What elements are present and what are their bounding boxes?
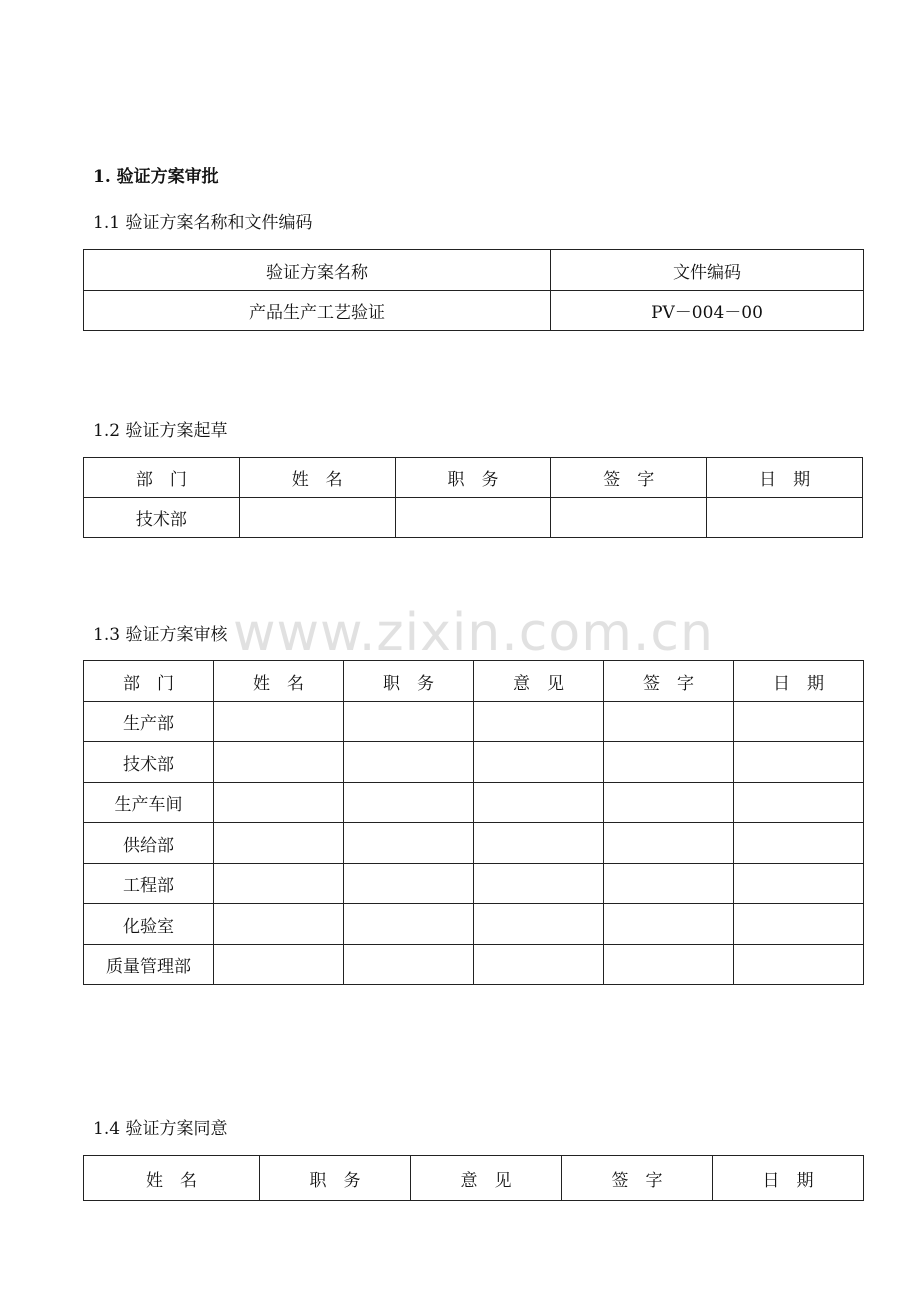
name-cell[interactable] <box>214 783 344 823</box>
table-row <box>84 945 864 985</box>
signature-cell[interactable] <box>604 864 734 904</box>
header-position: 职 务 <box>395 458 551 498</box>
scheme-name-value: 产品生产工艺验证 <box>84 291 551 331</box>
date-cell[interactable] <box>734 904 864 945</box>
review-table <box>83 660 864 985</box>
header-name: 姓 名 <box>214 661 344 702</box>
table-row <box>84 783 864 823</box>
subsection-title-1-4: 1.4 验证方案同意 <box>93 1119 228 1139</box>
date-cell[interactable] <box>734 742 864 783</box>
opinion-cell[interactable] <box>474 904 604 945</box>
header-department: 部 门 <box>84 458 240 498</box>
department-cell: 生产车间 <box>84 783 214 823</box>
signature-cell[interactable] <box>604 945 734 985</box>
department-cell: 生产部 <box>84 702 214 742</box>
name-cell[interactable] <box>214 864 344 904</box>
table-row <box>84 742 864 783</box>
table-row <box>84 823 864 864</box>
name-cell[interactable] <box>214 823 344 864</box>
header-date: 日 期 <box>734 661 864 702</box>
name-cell[interactable] <box>214 702 344 742</box>
header-date: 日 期 <box>707 458 863 498</box>
header-file-code: 文件编码 <box>551 250 864 291</box>
opinion-cell[interactable] <box>474 823 604 864</box>
table-row <box>84 864 864 904</box>
header-date: 日 期 <box>713 1156 864 1201</box>
table-row <box>84 498 863 538</box>
file-code-value: PV－004－00 <box>551 291 864 331</box>
name-cell[interactable] <box>239 498 395 538</box>
date-cell[interactable] <box>734 702 864 742</box>
position-cell[interactable] <box>344 702 474 742</box>
signature-cell[interactable] <box>604 783 734 823</box>
date-cell[interactable] <box>734 864 864 904</box>
date-cell[interactable] <box>734 783 864 823</box>
date-cell[interactable] <box>734 823 864 864</box>
position-cell[interactable] <box>344 904 474 945</box>
subsection-title-1-1: 1.1 验证方案名称和文件编码 <box>93 213 313 233</box>
opinion-cell[interactable] <box>474 742 604 783</box>
signature-cell[interactable] <box>604 904 734 945</box>
opinion-cell[interactable] <box>474 783 604 823</box>
header-name: 姓 名 <box>84 1156 260 1201</box>
table-row <box>84 702 864 742</box>
header-signature: 签 字 <box>551 458 707 498</box>
header-opinion: 意 见 <box>474 661 604 702</box>
opinion-cell[interactable] <box>474 864 604 904</box>
header-department: 部 门 <box>84 661 214 702</box>
approval-table <box>83 1155 864 1201</box>
signature-cell[interactable] <box>604 742 734 783</box>
opinion-cell[interactable] <box>474 702 604 742</box>
scheme-name-code-table <box>83 249 864 331</box>
department-cell: 化验室 <box>84 904 214 945</box>
position-cell[interactable] <box>344 783 474 823</box>
subsection-title-1-3: 1.3 验证方案审核 <box>93 625 228 645</box>
name-cell[interactable] <box>214 904 344 945</box>
department-cell: 供给部 <box>84 823 214 864</box>
position-cell[interactable] <box>344 823 474 864</box>
header-position: 职 务 <box>260 1156 411 1201</box>
position-cell[interactable] <box>395 498 551 538</box>
header-position: 职 务 <box>344 661 474 702</box>
department-cell: 技术部 <box>84 742 214 783</box>
department-cell: 质量管理部 <box>84 945 214 985</box>
department-cell: 工程部 <box>84 864 214 904</box>
header-scheme-name: 验证方案名称 <box>84 250 551 291</box>
position-cell[interactable] <box>344 742 474 783</box>
name-cell[interactable] <box>214 945 344 985</box>
signature-cell[interactable] <box>551 498 707 538</box>
subsection-title-1-2: 1.2 验证方案起草 <box>93 421 228 441</box>
department-cell: 技术部 <box>84 498 240 538</box>
header-name: 姓 名 <box>239 458 395 498</box>
position-cell[interactable] <box>344 864 474 904</box>
header-signature: 签 字 <box>562 1156 713 1201</box>
name-cell[interactable] <box>214 742 344 783</box>
signature-cell[interactable] <box>604 702 734 742</box>
date-cell[interactable] <box>734 945 864 985</box>
header-signature: 签 字 <box>604 661 734 702</box>
date-cell[interactable] <box>707 498 863 538</box>
position-cell[interactable] <box>344 945 474 985</box>
signature-cell[interactable] <box>604 823 734 864</box>
table-row <box>84 904 864 945</box>
header-opinion: 意 见 <box>411 1156 562 1201</box>
drafting-table <box>83 457 863 538</box>
watermark: www.zixin.com.cn <box>233 603 714 663</box>
opinion-cell[interactable] <box>474 945 604 985</box>
section-title: 1. 验证方案审批 <box>93 167 219 187</box>
